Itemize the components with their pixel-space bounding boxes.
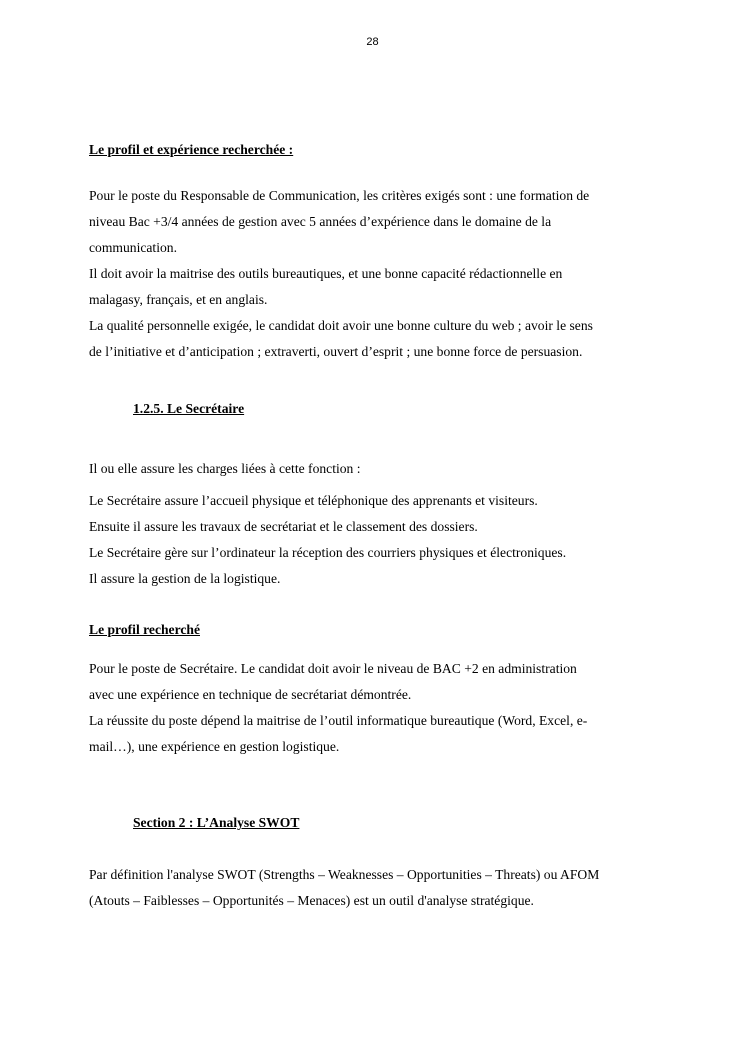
paragraph-line: niveau Bac +3/4 années de gestion avec 5 années d’expérience dans le domaine de la bbox=[89, 214, 552, 229]
paragraph-line: malagasy, français, et en anglais. bbox=[89, 292, 268, 307]
paragraph-line: Il doit avoir la maitrise des outils bureautiques, et une bonne capacité rédactionnelle en bbox=[89, 266, 563, 281]
paragraph-line: Il assure la gestion de la logistique. bbox=[89, 571, 281, 586]
paragraph-line: de l’initiative et d’anticipation ; extraverti, ouvert d’esprit ; une bonne force de persuasion. bbox=[89, 344, 583, 359]
paragraph-line: Ensuite il assure les travaux de secrétariat et le classement des dossiers. bbox=[89, 519, 478, 534]
paragraph-line: Pour le poste de Secrétaire. Le candidat doit avoir le niveau de BAC +2 en administration bbox=[89, 661, 577, 676]
paragraph-line: Par définition l'analyse SWOT (Strengths – Weaknesses – Opportunities – Threats) ou AFOM bbox=[89, 867, 600, 882]
heading-profil-secretaire: Le profil recherché bbox=[89, 622, 200, 637]
paragraph-line: La qualité personnelle exigée, le candidat doit avoir une bonne culture du web ; avoir le sens bbox=[89, 318, 593, 333]
page-number: 28 bbox=[366, 36, 379, 48]
heading-swot: Section 2 : L’Analyse SWOT bbox=[133, 815, 300, 830]
paragraph-line: Le Secrétaire assure l’accueil physique et téléphonique des apprenants et visiteurs. bbox=[89, 493, 538, 508]
paragraph-line: Pour le poste du Responsable de Communication, les critères exigés sont : une formation de bbox=[89, 188, 590, 203]
paragraph-line: Le Secrétaire gère sur l’ordinateur la réception des courriers physiques et électroniques. bbox=[89, 545, 567, 560]
paragraph-line: La réussite du poste dépend la maitrise de l’outil informatique bureautique (Word, Excel, e- bbox=[89, 713, 588, 728]
paragraph-line: mail…), une expérience en gestion logistique. bbox=[89, 739, 340, 754]
heading-profil-responsable: Le profil et expérience recherchée : bbox=[89, 142, 294, 157]
paragraph-line: avec une expérience en technique de secrétariat démontrée. bbox=[89, 687, 412, 702]
paragraph-line: (Atouts – Faiblesses – Opportunités – Menaces) est un outil d'analyse stratégique. bbox=[89, 893, 534, 908]
paragraph-line: communication. bbox=[89, 240, 177, 255]
paragraph-line: Il ou elle assure les charges liées à cette fonction : bbox=[89, 461, 361, 476]
heading-secretaire: 1.2.5. Le Secrétaire bbox=[133, 401, 245, 416]
